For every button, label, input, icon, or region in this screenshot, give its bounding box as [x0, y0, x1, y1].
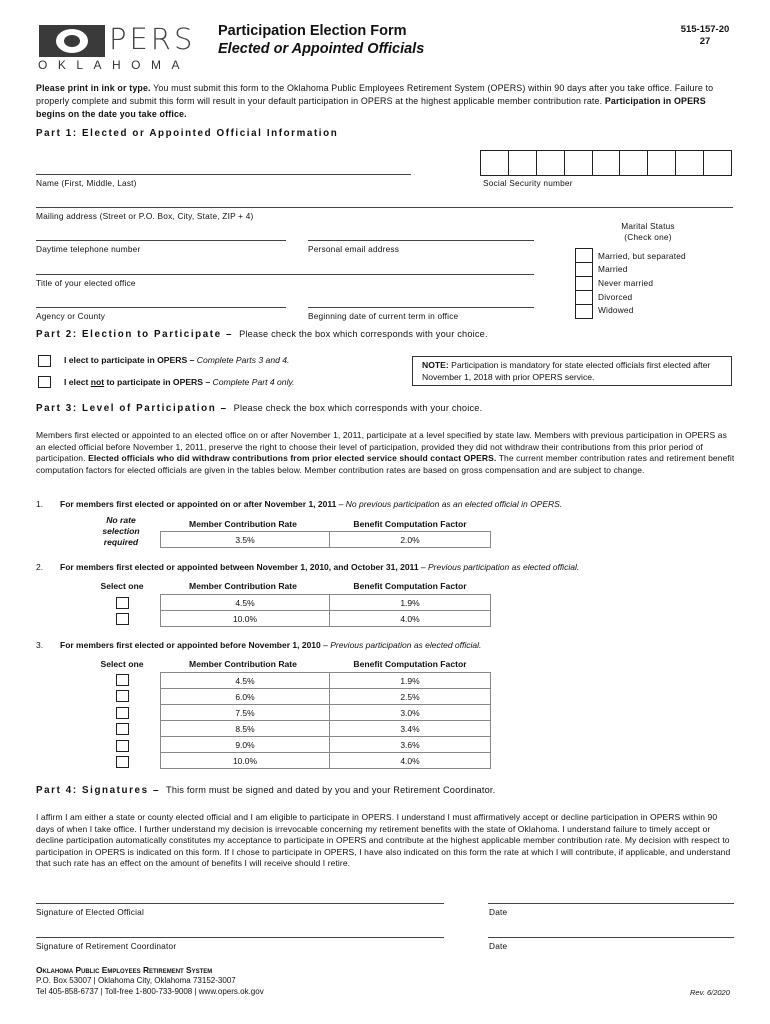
agency-label: Agency or County [36, 311, 106, 321]
table-row: 10.0% 4.0% [161, 753, 491, 769]
factor-col-header: Benefit Computation Factor [353, 519, 467, 529]
table-row: 6.0% 2.5% [161, 689, 491, 705]
agency-field[interactable] [36, 307, 286, 308]
marital-married-checkbox[interactable] [575, 262, 593, 277]
item-1-title: For members first elected or appointed on or after November 1, 2011 – No previous participation as an elected official in OPERS. [60, 499, 563, 509]
revision-date: Rev. 6/2020 [690, 988, 730, 997]
official-date-field[interactable] [488, 903, 734, 904]
mailing-field[interactable] [36, 207, 733, 208]
item-3-title: For members first elected or appointed before November 1, 2010 – Previous participation as elected official. [60, 640, 482, 650]
form-title: Participation Election Form [218, 23, 407, 39]
official-signature-field[interactable] [36, 903, 444, 904]
rate-checkbox[interactable] [116, 597, 129, 609]
footer-contact: Tel 405-858-6737 | Toll-free 1-800-733-9008 | www.opers.ok.gov [36, 987, 264, 996]
coordinator-date-field[interactable] [488, 937, 734, 938]
ssn-field[interactable] [480, 150, 732, 176]
table-row: 8.5% 3.4% [161, 721, 491, 737]
logo-o-icon [39, 25, 105, 57]
marital-option: Widowed [598, 305, 634, 315]
table-row: 3.5% 2.0% [161, 532, 491, 548]
name-field[interactable] [36, 174, 411, 175]
rate-col-header: Member Contribution Rate [189, 581, 297, 591]
official-signature-label: Signature of Elected Official [36, 907, 145, 917]
rate-table-1 [160, 531, 491, 548]
official-date-label: Date [489, 907, 508, 917]
affirmation-text: I affirm I am either a state or county elected official and I am eligible to participate in OPERS. I understand I must affirmatively accept or decline participation in OPERS within 90 days of when I take office. I further understand my decision is irrevocable concerning my retirement benefits with the state of Oklahoma. I understand failure to timely accept or decline participation automatically constitutes my acceptance to participate in OPERS and contribute at the highest applicable member contribution rate. My decision with respect to participation in OPERS is indicated on this form. If I chose to participate in OPERS, I have also indicated on this form the rate at which I will contribute, if applicable, and understand that such rate has an effect on the amount of benefits I will receive should I retire. [36, 812, 731, 868]
item-2-number: 2. [36, 562, 44, 572]
factor-col-header: Benefit Computation Factor [353, 581, 467, 591]
part3-paragraph: Members first elected or appointed to an elected office on or after November 1, 2011, participate at a level specified by state law. Members with previous participation in OPERS as an elected official before November 1, 2011, preserve the right to choose their level of participation, provided they did not withdraw their contributions from this prior period of participation. Elected officials who did withdraw contributions from prior elected service should contact OPERS. The current member contribution rates and retirement benefit computation factors for elected officials are given in the tables below. Member contribution rates are based on gross compensation and are subject to change. [36, 430, 735, 475]
email-field[interactable] [308, 240, 534, 241]
office-field[interactable] [36, 274, 534, 275]
rate-table-3 [160, 672, 491, 769]
table-row: 4.5% 1.9% [161, 595, 491, 611]
marital-option: Never married [598, 278, 654, 288]
table-row: 10.0% 4.0% [161, 611, 491, 627]
rate-checkbox[interactable] [116, 756, 129, 768]
marital-status-sub: (Check one) [624, 232, 672, 242]
opers-logo [39, 22, 196, 57]
factor-col-header: Benefit Computation Factor [353, 659, 467, 669]
form-subtitle: Elected or Appointed Officials [218, 41, 425, 57]
rate-checkbox[interactable] [116, 723, 129, 735]
footer-address: P.O. Box 53007 | Oklahoma City, Oklahoma 73152-3007 [36, 976, 236, 985]
coordinator-signature-field[interactable] [36, 937, 444, 938]
logo-subtitle: OKLAHOMA [38, 58, 191, 72]
item-2-title: For members first elected or appointed between November 1, 2010, and October 31, 2011 – Previous participation as elected official. [60, 562, 580, 572]
marital-option: Divorced [598, 292, 633, 302]
office-label: Title of your elected office [36, 278, 136, 288]
coordinator-signature-label: Signature of Retirement Coordinator [36, 941, 177, 951]
rate-checkbox[interactable] [116, 740, 129, 752]
footer-org: Oklahoma Public Employees Retirement System [36, 965, 213, 975]
name-label: Name (First, Middle, Last) [36, 178, 137, 188]
item-3-number: 3. [36, 640, 44, 650]
table-row: 4.5% 1.9% [161, 673, 491, 689]
no-rate-label: No rate selection required [102, 515, 140, 547]
select-one-label: Select one [100, 581, 144, 591]
rate-col-header: Member Contribution Rate [189, 659, 297, 669]
select-one-label: Select one [100, 659, 144, 669]
decline-checkbox[interactable] [38, 376, 51, 388]
marital-widowed-checkbox[interactable] [575, 304, 593, 319]
participate-option: I elect to participate in OPERS – Complete Parts 3 and 4. [64, 355, 290, 365]
rate-table-2 [160, 594, 491, 627]
coordinator-date-label: Date [489, 941, 508, 951]
decline-option: I elect not to participate in OPERS – Complete Part 4 only. [64, 377, 295, 387]
email-label: Personal email address [308, 244, 400, 254]
rate-checkbox[interactable] [116, 690, 129, 702]
rate-checkbox[interactable] [116, 674, 129, 686]
term-date-field[interactable] [308, 307, 534, 308]
item-1-number: 1. [36, 499, 44, 509]
participate-checkbox[interactable] [38, 355, 51, 367]
term-date-label: Beginning date of current term in office [308, 311, 459, 321]
mandatory-note: NOTE: Participation is mandatory for state elected officials first elected after November 1, 2018 with prior OPERS service. [412, 356, 732, 386]
table-row: 9.0% 3.6% [161, 737, 491, 753]
part3-heading: Part 3: Level of Participation – Please check the box which corresponds with your choice. [36, 403, 483, 414]
rate-checkbox[interactable] [116, 707, 129, 719]
marital-never-checkbox[interactable] [575, 276, 593, 291]
marital-status-title: Marital Status [621, 221, 675, 231]
rate-checkbox[interactable] [116, 613, 129, 625]
ssn-label: Social Security number [483, 178, 573, 188]
phone-label: Daytime telephone number [36, 244, 141, 254]
part4-heading: Part 4: Signatures – This form must be signed and dated by you and your Retirement Coordinator. [36, 785, 496, 796]
form-number: 515-157-20 27 [680, 24, 730, 47]
table-row: 7.5% 3.0% [161, 705, 491, 721]
part1-heading: Part 1: Elected or Appointed Official Information [36, 128, 339, 139]
marital-separated-checkbox[interactable] [575, 248, 593, 263]
marital-divorced-checkbox[interactable] [575, 290, 593, 305]
rate-col-header: Member Contribution Rate [189, 519, 297, 529]
marital-option: Married [598, 264, 628, 274]
intro-text: Please print in ink or type. You must submit this form to the Oklahoma Public Employees Retirement System (OPERS) within 90 days after you take office. Failure to properly complete and submit this form will result in your default participation in OPERS at the highest applicable member contribution rate. Participation in OPERS begins on the date you take office. [36, 83, 714, 119]
marital-option: Married, but separated [598, 251, 686, 261]
part2-heading: Part 2: Election to Participate – Please check the box which corresponds with your choice. [36, 329, 488, 340]
logo-text: PERS [109, 22, 196, 56]
phone-field[interactable] [36, 240, 286, 241]
mailing-label: Mailing address (Street or P.O. Box, City, State, ZIP + 4) [36, 211, 254, 221]
